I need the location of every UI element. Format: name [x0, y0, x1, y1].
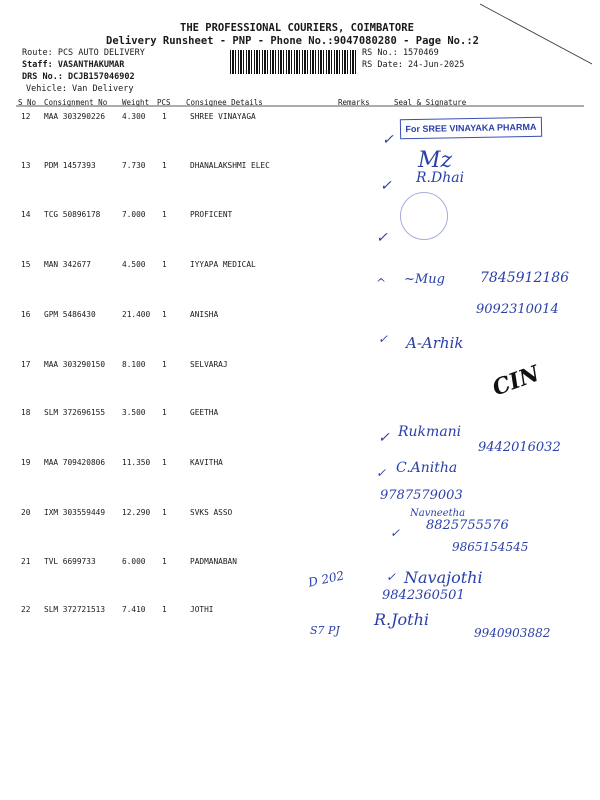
hw-phone-21: 9842360501: [382, 588, 465, 603]
hw-sig-12: Mz: [418, 148, 453, 173]
hw-name-16: A-Arhik: [406, 334, 464, 352]
cell-consignee: SHREE VINAYAGA: [190, 112, 256, 121]
stamp-text: For SREE VINAYAKA PHARMA: [405, 121, 537, 135]
cell-cno: MAA 303290150: [44, 360, 106, 369]
hw-phone-15: 7845912186: [480, 270, 570, 286]
hw-phone-18: 9442016032: [478, 440, 561, 455]
hw-name-22: R.Jothi: [374, 610, 430, 629]
hw-name-13: R.Dhai: [416, 170, 465, 186]
hw-name-19: C.Anitha: [396, 460, 458, 476]
document-title: THE PROFESSIONAL COURIERS, COIMBATORE: [180, 22, 414, 34]
cell-cno: MAA 709420806: [44, 458, 106, 467]
pharma-stamp: [400, 117, 542, 139]
hw-sig-15: ~Mug: [404, 272, 445, 287]
cell-weight: 11.350: [122, 458, 151, 467]
cell-consignee: SVKS ASSO: [190, 508, 233, 517]
cell-sno: 14: [21, 210, 31, 219]
cell-pcs: 1: [162, 112, 167, 121]
rs-number: RS No.: 1570469: [362, 48, 439, 58]
cell-pcs: 1: [162, 210, 167, 219]
cell-pcs: 1: [162, 408, 167, 417]
cell-weight: 4.500: [122, 260, 146, 269]
hw-phone-20b: 9865154545: [452, 540, 529, 554]
cell-consignee: PADMANABAN: [190, 557, 237, 566]
col-weight: Weight: [122, 98, 150, 107]
cell-weight: 6.000: [122, 557, 146, 566]
hw-check-21: ✓: [386, 570, 397, 584]
hw-check-18: ✓: [378, 430, 390, 446]
cell-weight: 7.410: [122, 605, 146, 614]
hw-check-14: ✓: [376, 230, 388, 246]
cell-weight: 7.000: [122, 210, 146, 219]
round-seal: [400, 192, 448, 240]
route-label: Route: PCS AUTO DELIVERY: [22, 48, 145, 58]
cell-sno: 21: [21, 557, 31, 566]
cell-sno: 12: [21, 112, 31, 121]
cell-sno: 17: [21, 360, 31, 369]
cell-weight: 8.100: [122, 360, 146, 369]
cell-sno: 15: [21, 260, 31, 269]
cell-sno: 18: [21, 408, 31, 417]
cell-pcs: 1: [162, 557, 167, 566]
cell-sno: 16: [21, 310, 31, 319]
col-consignment: Consignment No: [44, 98, 108, 107]
document-subtitle: Delivery Runsheet - PNP - Phone No.:9047080280 - Page No.:2: [106, 35, 479, 47]
cell-pcs: 1: [162, 310, 167, 319]
rs-date: RS Date: 24-Jun-2025: [362, 60, 465, 70]
hw-phone-19: 9787579003: [380, 488, 463, 503]
cell-weight: 4.300: [122, 112, 146, 121]
cell-consignee: IYYAPA MEDICAL: [190, 260, 256, 269]
cell-consignee: GEETHA: [190, 408, 219, 417]
drs-label: DRS No.: DCJB157046902: [22, 72, 135, 82]
cell-consignee: ANISHA: [190, 310, 219, 319]
cell-pcs: 1: [162, 458, 167, 467]
cell-consignee: PROFICENT: [190, 210, 233, 219]
cell-cno: PDM 1457393: [44, 161, 96, 170]
cell-weight: 12.290: [122, 508, 151, 517]
cell-weight: 3.500: [122, 408, 146, 417]
cell-consignee: JOTHI: [190, 605, 214, 614]
cell-cno: SLM 372696155: [44, 408, 106, 417]
vehicle-label: Vehicle: Van Delivery: [26, 84, 134, 94]
barcode: [230, 50, 356, 74]
cell-sno: 13: [21, 161, 31, 170]
cell-cno: GPM 5486430: [44, 310, 96, 319]
hw-name-21: Navajothi: [404, 568, 483, 587]
col-sno: S No: [18, 98, 37, 107]
cell-cno: SLM 372721513: [44, 605, 106, 614]
hw-check-15: ^: [376, 276, 387, 290]
hw-name-18: Rukmani: [398, 424, 462, 440]
col-remarks: Remarks: [338, 98, 370, 107]
col-consignee: Consignee Details: [186, 98, 263, 107]
cell-cno: TVL 6699733: [44, 557, 96, 566]
hw-mark-17: CIN: [488, 360, 543, 402]
staff-label: Staff: VASANTHAKUMAR: [22, 60, 125, 70]
hw-check-13: ✓: [380, 178, 392, 194]
hw-name-20: Navneetha: [410, 508, 466, 519]
cell-sno: 19: [21, 458, 31, 467]
hw-phone-20: 8825755576: [426, 518, 509, 533]
col-pcs: PCS: [157, 98, 171, 107]
cell-pcs: 1: [162, 508, 167, 517]
hw-remark-21: D 202: [306, 568, 346, 590]
cell-pcs: 1: [162, 260, 167, 269]
hw-check-12: ✓: [382, 132, 394, 148]
cell-sno: 22: [21, 605, 31, 614]
hw-remark-22: S7 PJ: [310, 624, 340, 637]
cell-sno: 20: [21, 508, 31, 517]
cell-pcs: 1: [162, 360, 167, 369]
cell-cno: MAN 342677: [44, 260, 91, 269]
cell-consignee: KAVITHA: [190, 458, 223, 467]
cell-pcs: 1: [162, 161, 167, 170]
hw-check-20: ✓: [390, 526, 401, 540]
cell-pcs: 1: [162, 605, 167, 614]
hw-check-19: ✓: [376, 466, 387, 480]
cell-cno: TCG 50896178: [44, 210, 101, 219]
cell-consignee: SELVARAJ: [190, 360, 228, 369]
hw-check-16: ✓: [378, 332, 389, 346]
hw-phone-22: 9940903882: [474, 626, 551, 640]
col-seal: Seal & Signature: [394, 98, 467, 107]
hw-phone-16: 9092310014: [476, 302, 559, 317]
cell-cno: MAA 303290226: [44, 112, 106, 121]
cell-cno: IXM 303559449: [44, 508, 106, 517]
cell-weight: 21.400: [122, 310, 151, 319]
cell-weight: 7.730: [122, 161, 146, 170]
cell-consignee: DHANALAKSHMI ELEC: [190, 161, 270, 170]
